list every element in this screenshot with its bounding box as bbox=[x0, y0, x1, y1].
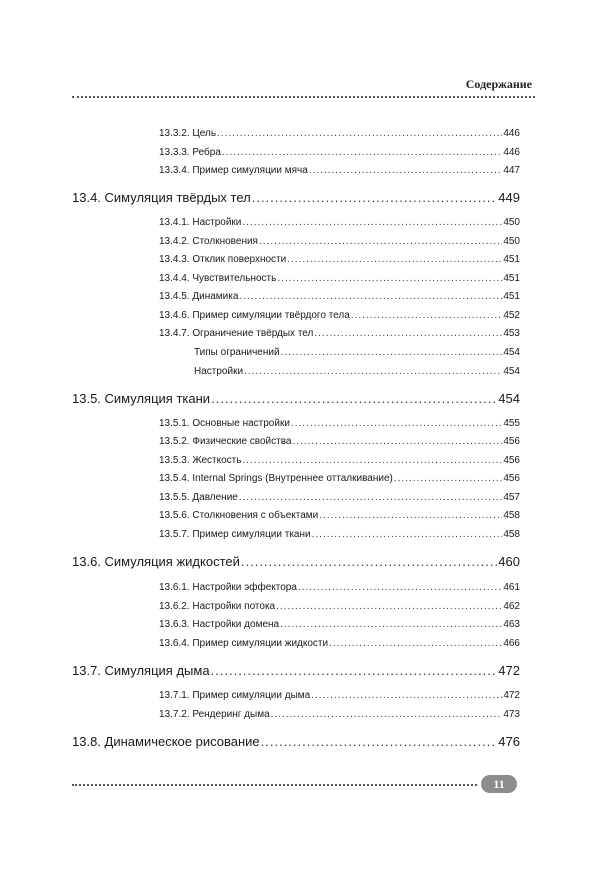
toc-entry-title: 13.3.2. Цель bbox=[159, 128, 217, 139]
toc-subsection-entry bbox=[159, 236, 520, 247]
toc-leader-dots bbox=[309, 165, 502, 176]
toc-entry-title: 13.8. Динамическое рисование bbox=[72, 734, 260, 749]
toc-entry-page: 456 bbox=[503, 473, 520, 484]
toc-entry-title: 13.6.3. Настройки домена bbox=[159, 619, 280, 630]
toc-leader-dots bbox=[292, 436, 502, 447]
toc-entry-title: 13.5.5. Давление bbox=[159, 492, 238, 503]
toc-entry-page: 457 bbox=[503, 492, 520, 503]
toc-section-entry bbox=[72, 734, 520, 749]
toc-leader-dots bbox=[239, 492, 502, 503]
toc-leader-dots bbox=[314, 328, 502, 339]
toc-entry-page: 450 bbox=[503, 236, 520, 247]
toc-leader-dots bbox=[217, 128, 502, 139]
toc-subsection-entry bbox=[159, 601, 520, 612]
toc-subsection-entry bbox=[159, 529, 520, 540]
toc-entry-title: Типы ограничений bbox=[194, 347, 280, 358]
toc-section-entry bbox=[72, 663, 520, 678]
toc-leader-dots bbox=[276, 601, 502, 612]
toc-subsection-entry bbox=[159, 328, 520, 339]
toc-entry-page: 446 bbox=[503, 147, 520, 158]
toc-entry-page: 456 bbox=[503, 436, 520, 447]
toc-entry-page: 472 bbox=[503, 690, 520, 701]
toc-entry-title: 13.6. Симуляция жидкостей bbox=[72, 554, 240, 569]
toc-leader-dots bbox=[281, 347, 503, 358]
toc-subsection-entry bbox=[159, 582, 520, 593]
toc-leader-dots bbox=[287, 254, 502, 265]
toc-entry-page: 451 bbox=[503, 254, 520, 265]
toc-subsection-entry bbox=[159, 455, 520, 466]
toc-leader-dots bbox=[319, 510, 502, 521]
toc-entry-page: 447 bbox=[503, 165, 520, 176]
toc-entry-title: 13.5.1. Основные настройки bbox=[159, 418, 290, 429]
toc-entry-title: 13.7.1. Пример симуляции дыма bbox=[159, 690, 311, 701]
toc-entry-title: 13.4. Симуляция твёрдых тел bbox=[72, 190, 251, 205]
header-title: Содержание bbox=[465, 77, 532, 91]
toc-section-entry bbox=[72, 554, 520, 569]
toc-entry-page: 454 bbox=[503, 347, 520, 358]
toc-leader-dots bbox=[211, 391, 497, 406]
toc-leader-dots bbox=[241, 554, 497, 569]
toc-entry-title: 13.4.7. Ограничение твёрдых тел bbox=[159, 328, 314, 339]
toc-leader-dots bbox=[291, 418, 502, 429]
toc-leader-dots bbox=[280, 619, 502, 630]
toc-entry-page: 446 bbox=[503, 128, 520, 139]
toc-leader-dots bbox=[242, 217, 502, 228]
toc-leader-dots bbox=[261, 734, 498, 749]
toc-entry-page: 463 bbox=[503, 619, 520, 630]
toc-entry-page: 461 bbox=[503, 582, 520, 593]
toc-entry-page: 473 bbox=[503, 709, 520, 720]
toc-section-entry bbox=[72, 190, 520, 205]
toc-entry-title: 13.5. Симуляция ткани bbox=[72, 391, 211, 406]
toc-entry-title: 13.4.1. Настройки bbox=[159, 217, 242, 228]
toc-entry-page: 458 bbox=[503, 510, 520, 521]
toc-entry-title: 13.4.3. Отклик поверхности bbox=[159, 254, 287, 265]
toc-leader-dots bbox=[259, 236, 502, 247]
toc-entry-title: 13.5.7. Пример симуляции ткани bbox=[159, 529, 311, 540]
toc-leader-dots bbox=[244, 366, 502, 377]
toc-entry-title: 13.5.4. Internal Springs (Внутреннее отталкивание) bbox=[159, 473, 393, 484]
toc-entry-page: 452 bbox=[503, 310, 520, 321]
toc-subsection-entry bbox=[159, 254, 520, 265]
toc-entry-title: Настройки bbox=[194, 366, 244, 377]
toc-leader-dots bbox=[351, 310, 503, 321]
toc-entry-page: 449 bbox=[498, 190, 520, 205]
toc-entry-title: 13.6.2. Настройки потока bbox=[159, 601, 276, 612]
toc-leader-dots bbox=[252, 190, 498, 205]
toc-entry-page: 476 bbox=[498, 734, 520, 749]
toc-entry-title: 13.5.2. Физические свойства bbox=[159, 436, 292, 447]
toc-subsection-entry bbox=[194, 347, 520, 358]
toc-subsection-entry bbox=[159, 436, 520, 447]
toc-subsection-entry bbox=[159, 690, 520, 701]
toc-entry-title: 13.4.6. Пример симуляции твёрдого тела bbox=[159, 310, 350, 321]
toc-entry-title: 13.7.2. Рендеринг дыма bbox=[159, 709, 270, 720]
toc-entry-page: 460 bbox=[498, 554, 520, 569]
toc-entry-page: 454 bbox=[498, 391, 520, 406]
toc-leader-dots bbox=[242, 455, 502, 466]
toc-leader-dots bbox=[394, 473, 502, 484]
toc-entry-title: 13.6.1. Настройки эффектора bbox=[159, 582, 297, 593]
header-dotted-rule bbox=[72, 96, 535, 98]
toc-entry-page: 462 bbox=[503, 601, 520, 612]
toc-subsection-entry bbox=[159, 273, 520, 284]
toc-entry-page: 450 bbox=[503, 217, 520, 228]
toc-subsection-entry bbox=[159, 147, 520, 158]
toc-subsection-entry bbox=[159, 473, 520, 484]
toc-subsection-entry bbox=[194, 366, 520, 377]
toc-subsection-entry bbox=[159, 709, 520, 720]
toc-entry-title: 13.5.3. Жесткость bbox=[159, 455, 242, 466]
toc-entry-page: 472 bbox=[498, 663, 520, 678]
toc-entry-title: 13.4.5. Динамика bbox=[159, 291, 239, 302]
toc-entry-page: 456 bbox=[503, 455, 520, 466]
toc-subsection-entry bbox=[159, 638, 520, 649]
toc-subsection-entry bbox=[159, 619, 520, 630]
toc-entry-page: 458 bbox=[503, 529, 520, 540]
toc-subsection-entry bbox=[159, 492, 520, 503]
toc-entry-title: 13.4.4. Чувствительность bbox=[159, 273, 277, 284]
toc-leader-dots bbox=[222, 147, 502, 158]
toc-leader-dots bbox=[312, 529, 503, 540]
toc-entry-page: 451 bbox=[503, 291, 520, 302]
toc-subsection-entry bbox=[159, 310, 520, 321]
toc-entry-page: 453 bbox=[503, 328, 520, 339]
toc-entry-title: 13.5.6. Столкновения с объектами bbox=[159, 510, 319, 521]
toc-entry-page: 455 bbox=[503, 418, 520, 429]
toc-leader-dots bbox=[271, 709, 503, 720]
toc-section-entry bbox=[72, 391, 520, 406]
toc-entry-page: 466 bbox=[503, 638, 520, 649]
toc-entry-title: 13.3.4. Пример симуляции мяча bbox=[159, 165, 308, 176]
toc-entry-title: 13.3.3. Ребра bbox=[159, 147, 221, 158]
toc-leader-dots bbox=[311, 690, 502, 701]
toc-entry-page: 454 bbox=[503, 366, 520, 377]
footer-dotted-rule bbox=[72, 784, 477, 786]
toc-entry-page: 451 bbox=[503, 273, 520, 284]
toc-entry-title: 13.7. Симуляция дыма bbox=[72, 663, 210, 678]
toc-leader-dots bbox=[298, 582, 502, 593]
toc-leader-dots bbox=[239, 291, 502, 302]
toc-entry-title: 13.4.2. Столкновения bbox=[159, 236, 258, 247]
toc-subsection-entry bbox=[159, 165, 520, 176]
toc-subsection-entry bbox=[159, 418, 520, 429]
toc-leader-dots bbox=[211, 663, 498, 678]
toc-entry-title: 13.6.4. Пример симуляции жидкости bbox=[159, 638, 329, 649]
toc-subsection-entry bbox=[159, 128, 520, 139]
toc-subsection-entry bbox=[159, 217, 520, 228]
toc-subsection-entry bbox=[159, 510, 520, 521]
page-number-badge: 11 bbox=[481, 775, 517, 793]
toc-leader-dots bbox=[329, 638, 502, 649]
toc-leader-dots bbox=[277, 273, 502, 284]
toc-subsection-entry bbox=[159, 291, 520, 302]
